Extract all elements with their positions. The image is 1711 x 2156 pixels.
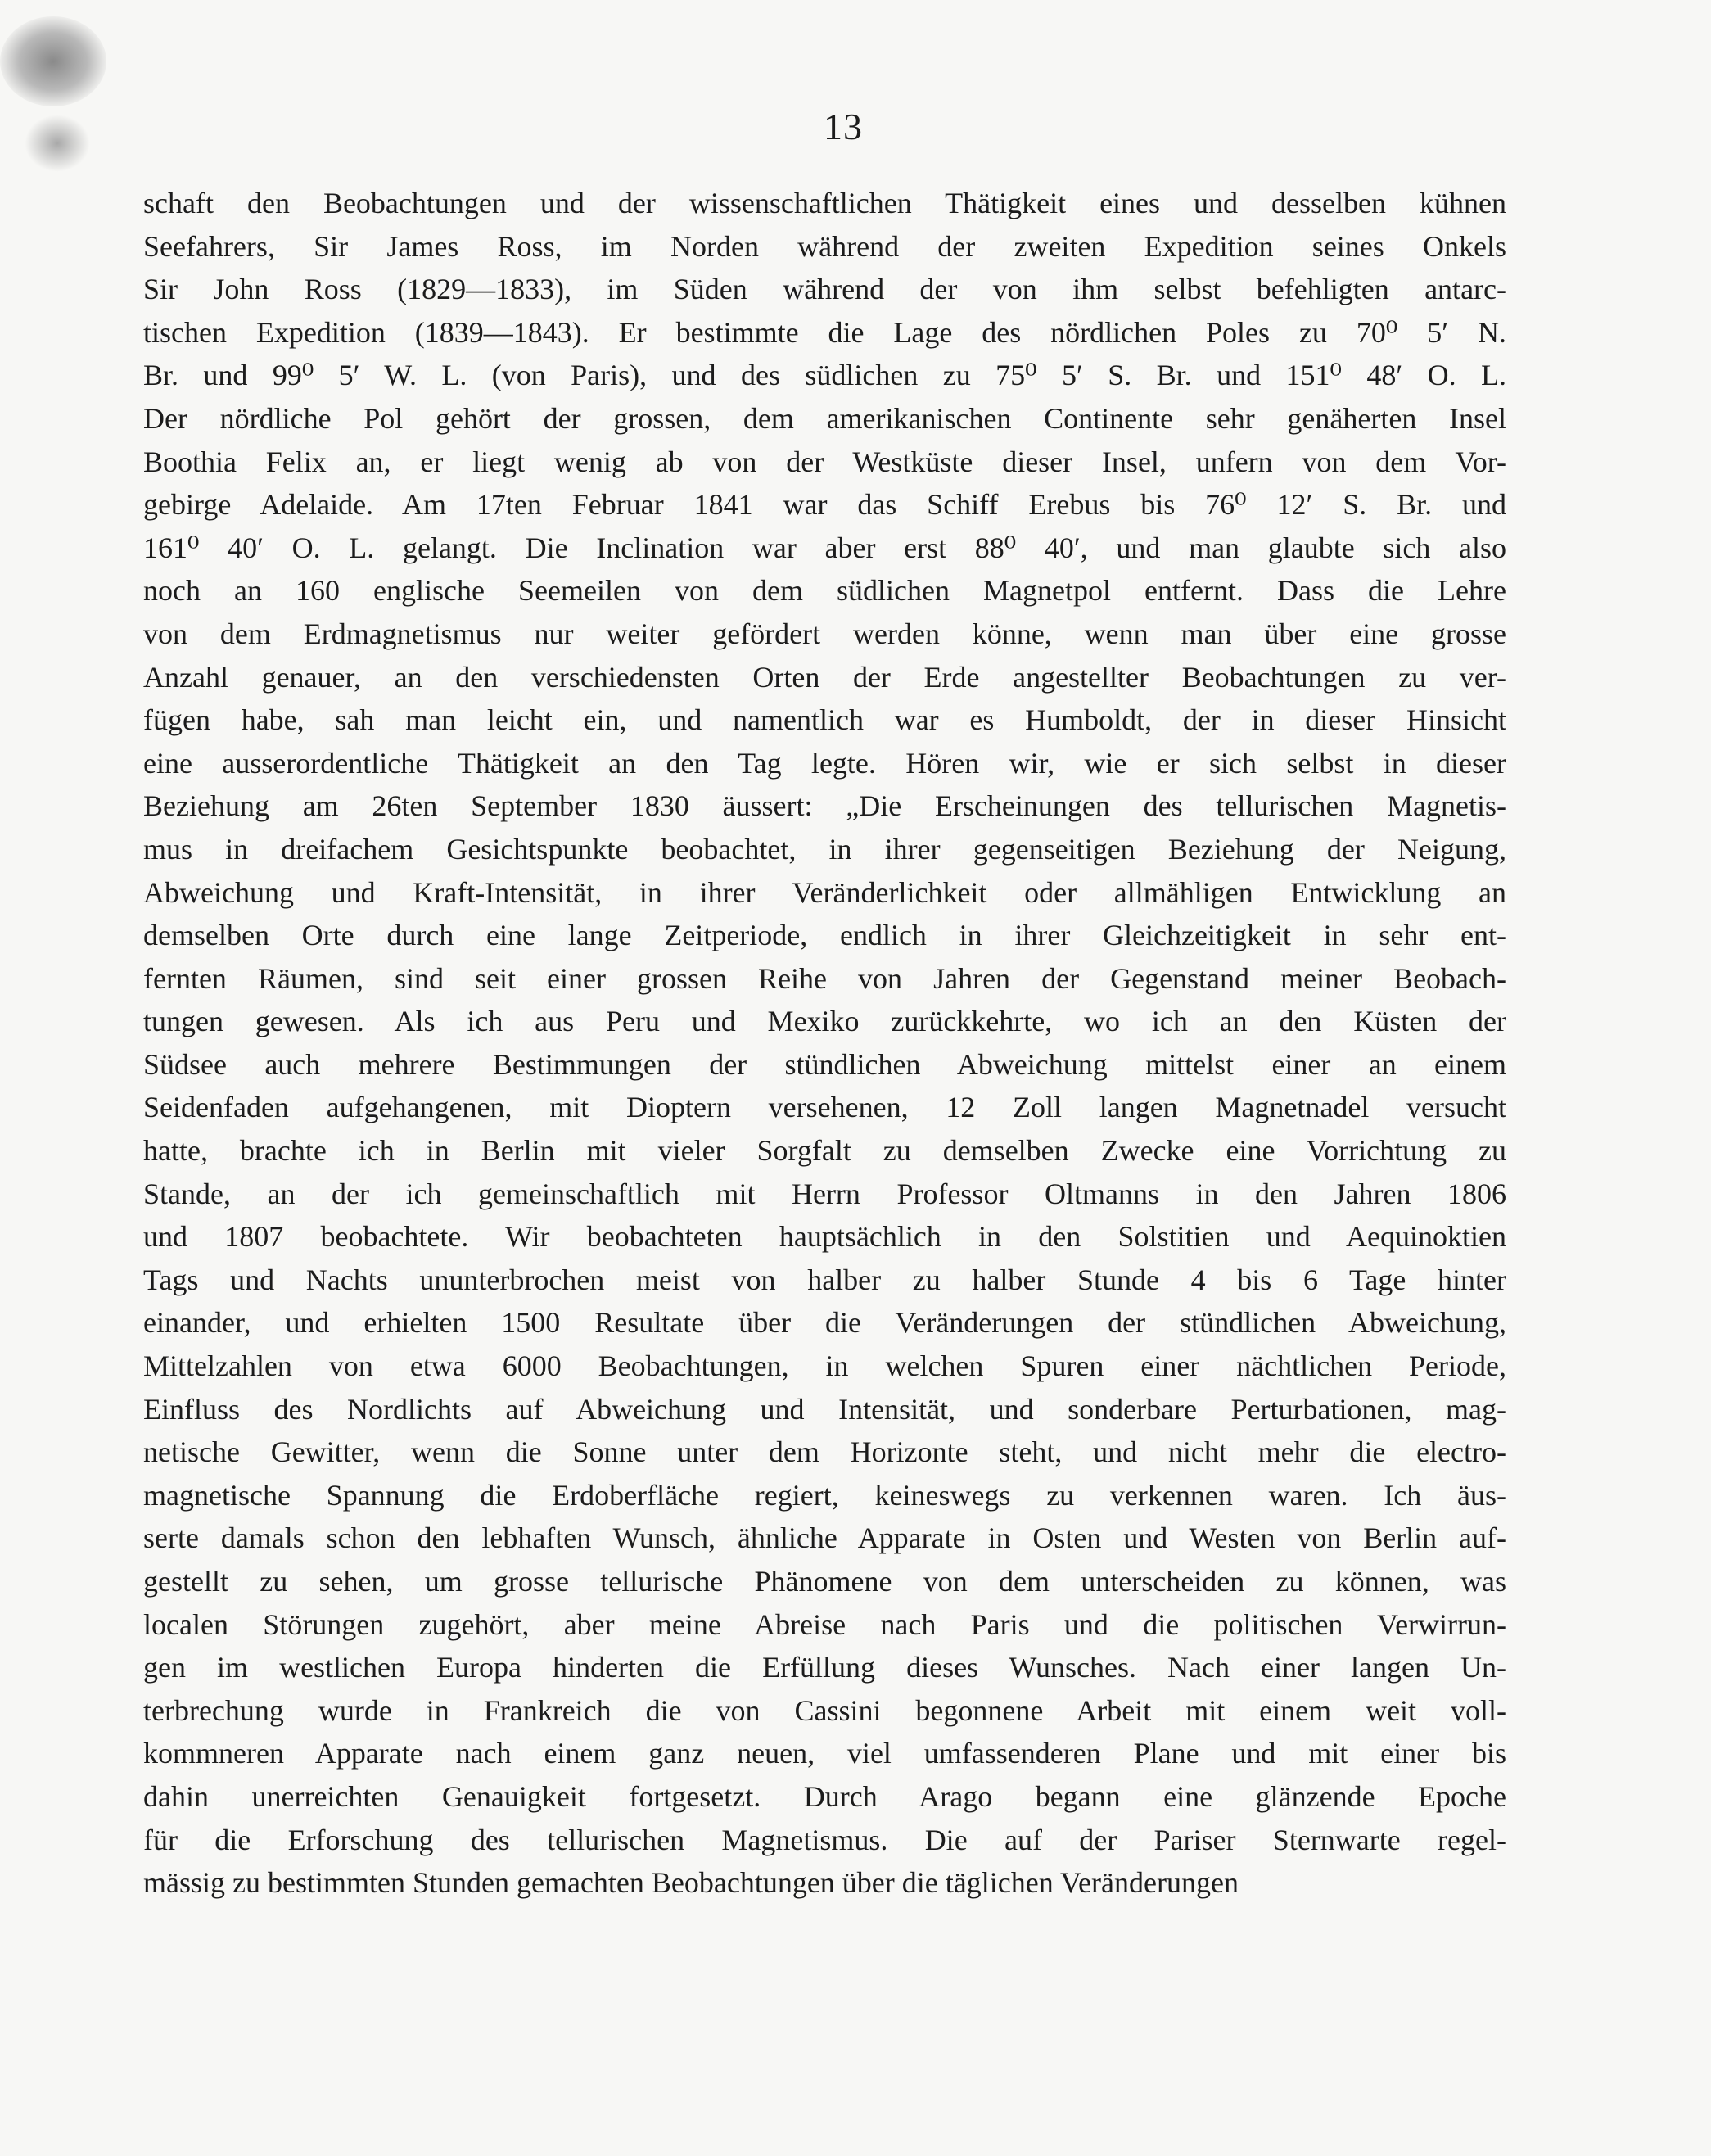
text-line: tungen gewesen. Als ich aus Peru und Mexiko zurückkehrte, wo ich an den Küsten der [143, 1005, 1506, 1038]
text-line: Tags und Nachts ununterbrochen meist von halber zu halber Stunde 4 bis 6 Tage hinter [143, 1263, 1506, 1296]
text-line: Einfluss des Nordlichts auf Abweichung und Intensität, und sonderbare Perturbationen, mag- [143, 1392, 1506, 1426]
text-line: mässig zu bestimmten Stunden gemachten Beobachtungen über die täglichen Veränderungen [143, 1866, 1239, 1900]
text-line: terbrechung wurde in Frankreich die von Cassini begonnene Arbeit mit einem weit voll- [143, 1693, 1506, 1727]
text-line: dahin unerreichten Genauigkeit fortgesetzt. Durch Arago begann eine glänzende Epoche [143, 1779, 1506, 1813]
text-line: Br. und 99⁰ 5′ W. L. (von Paris), und des südlichen zu 75⁰ 5′ S. Br. und 151⁰ 48′ O. L. [143, 359, 1506, 392]
text-line: mus in dreifachem Gesichtspunkte beobachtet, in ihrer gegenseitigen Beziehung der Neigung, [143, 832, 1506, 866]
text-line: Anzahl genauer, an den verschiedensten Orten der Erde angestellter Beobachtungen zu ver- [143, 660, 1506, 694]
text-line: Südsee auch mehrere Bestimmungen der stündlichen Abweichung mittelst einer an einem [143, 1047, 1506, 1081]
body-text [143, 182, 1506, 1905]
text-line: kommneren Apparate nach einem ganz neuen, viel umfassenderen Plane und mit einer bis [143, 1737, 1506, 1770]
text-line: Beziehung am 26ten September 1830 äussert: „Die Erscheinungen des tellurischen Magnetis- [143, 789, 1506, 823]
text-line: 161⁰ 40′ O. L. gelangt. Die Inclination war aber erst 88⁰ 40′, und man glaubte sich also [143, 531, 1506, 564]
text-line: localen Störungen zugehört, aber meine Abreise nach Paris und die politischen Verwirrun- [143, 1607, 1506, 1641]
text-line: hatte, brachte ich in Berlin mit vieler Sorgfalt zu demselben Zwecke eine Vorrichtung zu [143, 1134, 1506, 1168]
text-line: Boothia Felix an, er liegt wenig ab von der Westküste dieser Insel, unfern von dem Vor- [143, 445, 1506, 478]
text-line: gebirge Adelaide. Am 17ten Februar 1841 war das Schiff Erebus bis 76⁰ 12′ S. Br. und [143, 488, 1506, 522]
text-line: noch an 160 englische Seemeilen von dem südlichen Magnetpol entfernt. Dass die Lehre [143, 574, 1506, 608]
text-line: gestellt zu sehen, um grosse tellurische Phänomene von dem unterscheiden zu können, was [143, 1565, 1506, 1598]
text-line: und 1807 beobachtete. Wir beobachteten hauptsächlich in den Solstitien und Aequinoktien [143, 1220, 1506, 1254]
page-number: 13 [824, 106, 863, 147]
text-line: fernten Räumen, sind seit einer grossen Reihe von Jahren der Gegenstand meiner Beobach- [143, 961, 1506, 995]
text-line: Stande, an der ich gemeinschaftlich mit Herrn Professor Oltmanns in den Jahren 1806 [143, 1177, 1506, 1210]
ink-stain [0, 16, 106, 106]
text-line: Sir John Ross (1829—1833), im Süden während der von ihm selbst befehligten antarc- [143, 273, 1506, 306]
text-line: gen im westlichen Europa hinderten die Erfüllung dieses Wunsches. Nach einer langen Un- [143, 1651, 1506, 1684]
text-line: serte damals schon den lebhaften Wunsch, ähnliche Apparate in Osten und Westen von Berlin auf- [143, 1521, 1506, 1555]
text-line: einander, und erhielten 1500 Resultate über die Veränderungen der stündlichen Abweichung, [143, 1306, 1506, 1340]
text-line: fügen habe, sah man leicht ein, und namentlich war es Humboldt, der in dieser Hinsicht [143, 703, 1506, 737]
text-line: von dem Erdmagnetismus nur weiter gefördert werden könne, wenn man über eine grosse [143, 617, 1506, 650]
text-line: Abweichung und Kraft-Intensität, in ihrer Veränderlichkeit oder allmähligen Entwicklung an [143, 875, 1506, 909]
text-line: netische Gewitter, wenn die Sonne unter dem Horizonte steht, und nicht mehr die electro- [143, 1435, 1506, 1469]
text-line: Seidenfaden aufgehangenen, mit Dioptern versehenen, 12 Zoll langen Magnetnadel versucht [143, 1091, 1506, 1124]
text-line: Mittelzahlen von etwa 6000 Beobachtungen, in welchen Spuren einer nächtlichen Periode, [143, 1349, 1506, 1383]
text-line: eine ausserordentliche Thätigkeit an den Tag legte. Hören wir, wie er sich selbst in dieser [143, 746, 1506, 780]
text-line: für die Erforschung des tellurischen Magnetismus. Die auf der Pariser Sternwarte regel- [143, 1823, 1506, 1856]
text-line: tischen Expedition (1839—1843). Er bestimmte die Lage des nördlichen Poles zu 70⁰ 5′ N. [143, 315, 1506, 349]
text-line: demselben Orte durch eine lange Zeitperiode, endlich in ihrer Gleichzeitigkeit in sehr ent- [143, 919, 1506, 952]
text-line: Der nördliche Pol gehört der grossen, dem amerikanischen Continente sehr genäherten Insel [143, 401, 1506, 435]
text-line: schaft den Beobachtungen und der wissenschaftlichen Thätigkeit eines und desselben kühnen [143, 187, 1506, 219]
text-line: magnetische Spannung die Erdoberfläche regiert, keineswegs zu verkennen waren. Ich äus- [143, 1478, 1506, 1512]
text-line: Seefahrers, Sir James Ross, im Norden während der zweiten Expedition seines Onkels [143, 229, 1506, 263]
